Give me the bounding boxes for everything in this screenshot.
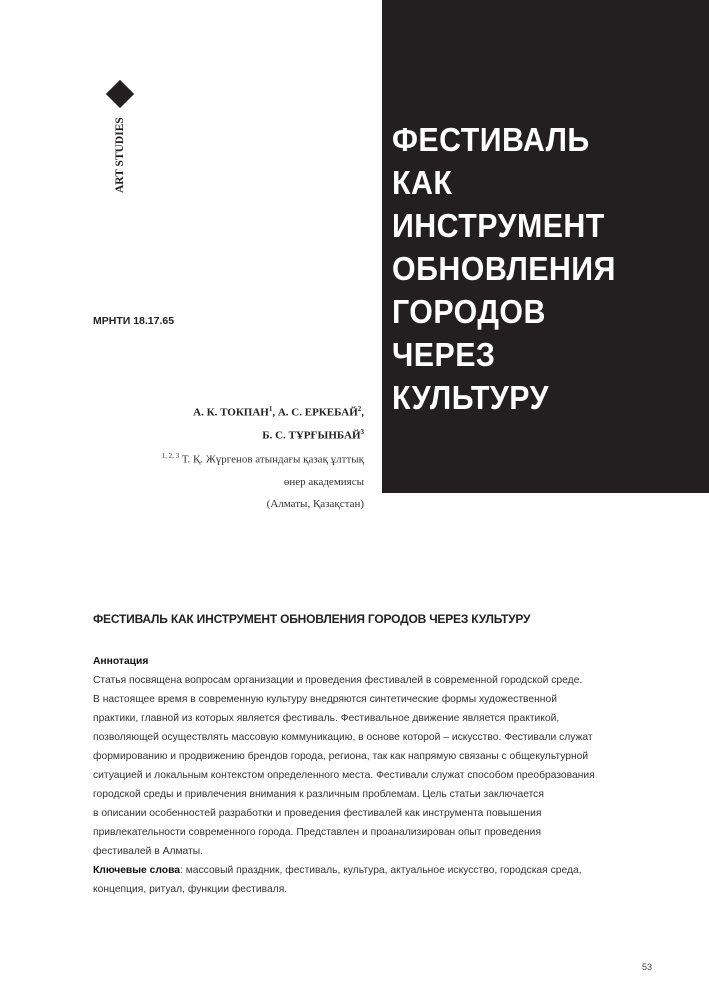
section-label: ART STUDIES: [114, 117, 126, 193]
title-line: КУЛЬТУРУ: [392, 379, 549, 416]
keywords-line: концепция, ритуал, функции фестиваля.: [93, 884, 288, 895]
affiliation-line: (Алматы, Қазақстан): [266, 497, 364, 510]
abstract-line: В настоящее время в современную культуру внедряются синтетические формы художественной: [93, 694, 557, 705]
abstract-line: фестивалей в Алматы.: [93, 846, 204, 857]
abstract-line: привлекательности современного города. Представлен и проанализирован опыт проведения: [93, 827, 542, 838]
author-sup: 2: [357, 405, 362, 413]
title-line: ЧЕРЕЗ: [392, 336, 496, 373]
title-line: ФЕСТИВАЛЬ: [392, 121, 590, 158]
page-title: [392, 118, 616, 419]
abstract-heading: Аннотация: [93, 656, 149, 667]
abstract: [93, 652, 595, 899]
abstract-line: Статья посвящена вопросам организации и проведения фестивалей в современной городской среде.: [93, 675, 583, 686]
affiliation-line: [64, 445, 364, 471]
abstract-line: практики, главной из которых является фестиваль. Фестивальное движение является практикой,: [93, 713, 560, 724]
abstract-line: позволяющей осуществлять массовую коммуникацию, в основе которой – искусство. Фестивали служат: [93, 732, 593, 743]
author-line: А. К. ТОКПАН$^1$, А. С. ЕРКЕБАЙ$^2$,: [193, 405, 364, 419]
author-name: Б. С. ТҰРҒЫНБАЙ: [262, 429, 361, 442]
title-line: КАК: [392, 164, 453, 201]
abstract-line: в описании особенностей разработки и проведения фестивалей как инструмента повышения: [93, 808, 542, 819]
abstract-line: ситуацией и локальным контекстом определенного места. Фестивали служат способом преобразования: [93, 770, 595, 781]
title-line: ОБНОВЛЕНИЯ: [392, 250, 616, 287]
keywords: [93, 861, 595, 880]
abstract-line: городской среды и привлечения внимания к различным проблемам. Цель статьи заключается: [93, 789, 544, 800]
page-number: 53: [642, 962, 653, 972]
author-name: А. К. ТОКПАН: [193, 406, 269, 419]
author-sup: 3: [360, 427, 364, 436]
affiliation-text: Т. Қ. Жүргенов атындағы қазақ ұлттық: [181, 453, 364, 466]
affiliation-sup: 1, 2, 3: [161, 452, 180, 461]
diamond-icon: [106, 80, 134, 108]
author-line: [64, 423, 364, 446]
title-line: ГОРОДОВ: [392, 293, 546, 330]
keywords-label: Ключевые слова: [93, 865, 180, 876]
author-name: А. С. ЕРКЕБАЙ: [277, 406, 358, 419]
abstract-line: формированию и продвижению брендов города, региона, так как напрямую связаны с общекультурной: [93, 751, 589, 762]
author-sup: 1: [268, 405, 273, 413]
keywords-text: : массовый праздник, фестиваль, культура, актуальное искусство, городская среда,: [180, 865, 582, 876]
affiliation-line: өнер академиясы: [283, 475, 364, 488]
mrnti-code: МРНТИ 18.17.65: [93, 315, 175, 327]
title-line: ИНСТРУМЕНТ: [392, 207, 605, 244]
article-title: ФЕСТИВАЛЬ КАК ИНСТРУМЕНТ ОБНОВЛЕНИЯ ГОРОДОВ ЧЕРЕЗ КУЛЬТУРУ: [93, 612, 531, 626]
author-block: [64, 400, 364, 515]
